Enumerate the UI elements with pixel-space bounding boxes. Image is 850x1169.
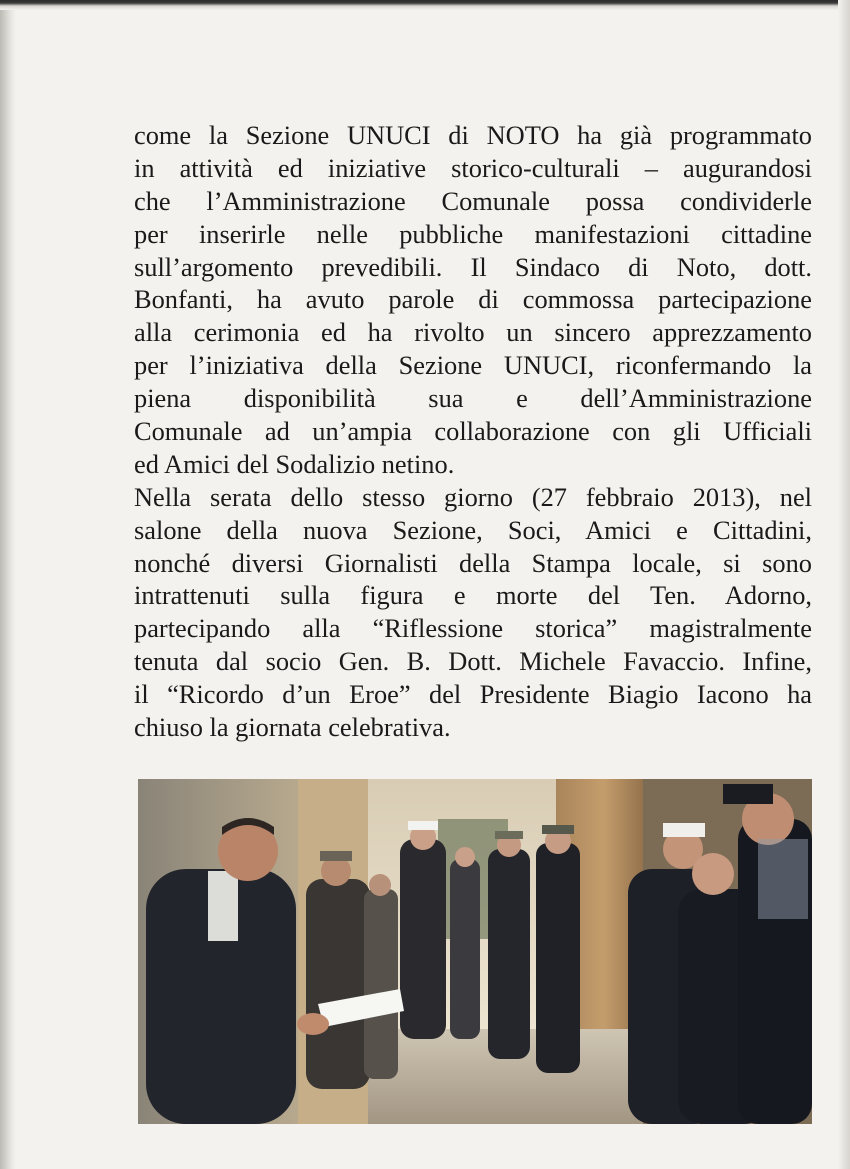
text-line: Bonfanti, ha avuto parole di commossa partecipazione [134,284,812,315]
scan-top-edge [0,0,850,10]
text-line: in attività ed iniziative storico-culturali – augurandosi [134,152,812,183]
text-line: tenuta dal socio Gen. B. Dott. Michele Favaccio. Infine, [134,646,812,677]
text-line: come la Sezione UNUCI di NOTO ha già programmato [134,120,812,150]
text-line: salone della nuova Sezione, Soci, Amici e Cittadini, [134,514,812,545]
text-line: alla cerimonia ed ha rivolto un sincero apprezzamento [134,317,812,348]
text-line: che l’Amministrazione Comunale possa condividerle [134,185,812,216]
ceremony-photo [138,779,812,1124]
text-line: il “Ricordo d’un Eroe” del Presidente Biagio Iacono ha [134,679,812,710]
photo-guests-group [306,851,398,1089]
text-line: sull’argomento prevedibili. Il Sindaco di Noto, dott. [134,251,812,282]
text-line: partecipando alla “Riflessione storica” magistralmente [134,613,812,644]
text-line: chiuso la giornata celebrativa. [134,712,451,743]
scan-right-edge [838,0,850,1169]
text-line: piena disponibilità sua e dell’Amministrazione [134,383,812,414]
text-line: per l’iniziativa della Sezione UNUCI, riconfermando la [134,350,812,381]
text-line: Comunale ad un’ampia collaborazione con gli Ufficiali [134,416,812,447]
photo-officers-group [400,821,580,1073]
text-line: ed Amici del Sodalizio netino. [134,448,455,479]
text-line: intrattenuti sulla figura e morte del Ten. Adorno, [134,580,812,611]
text-line: per inserirle nelle pubbliche manifestazioni cittadine [134,218,812,249]
text-line: nonché diversi Giornalisti della Stampa locale, si sono [134,547,812,578]
article-text [134,119,812,744]
text-line: Nella serata dello stesso giorno (27 febbraio 2013), nel [134,481,812,512]
scan-left-edge [0,0,16,1169]
